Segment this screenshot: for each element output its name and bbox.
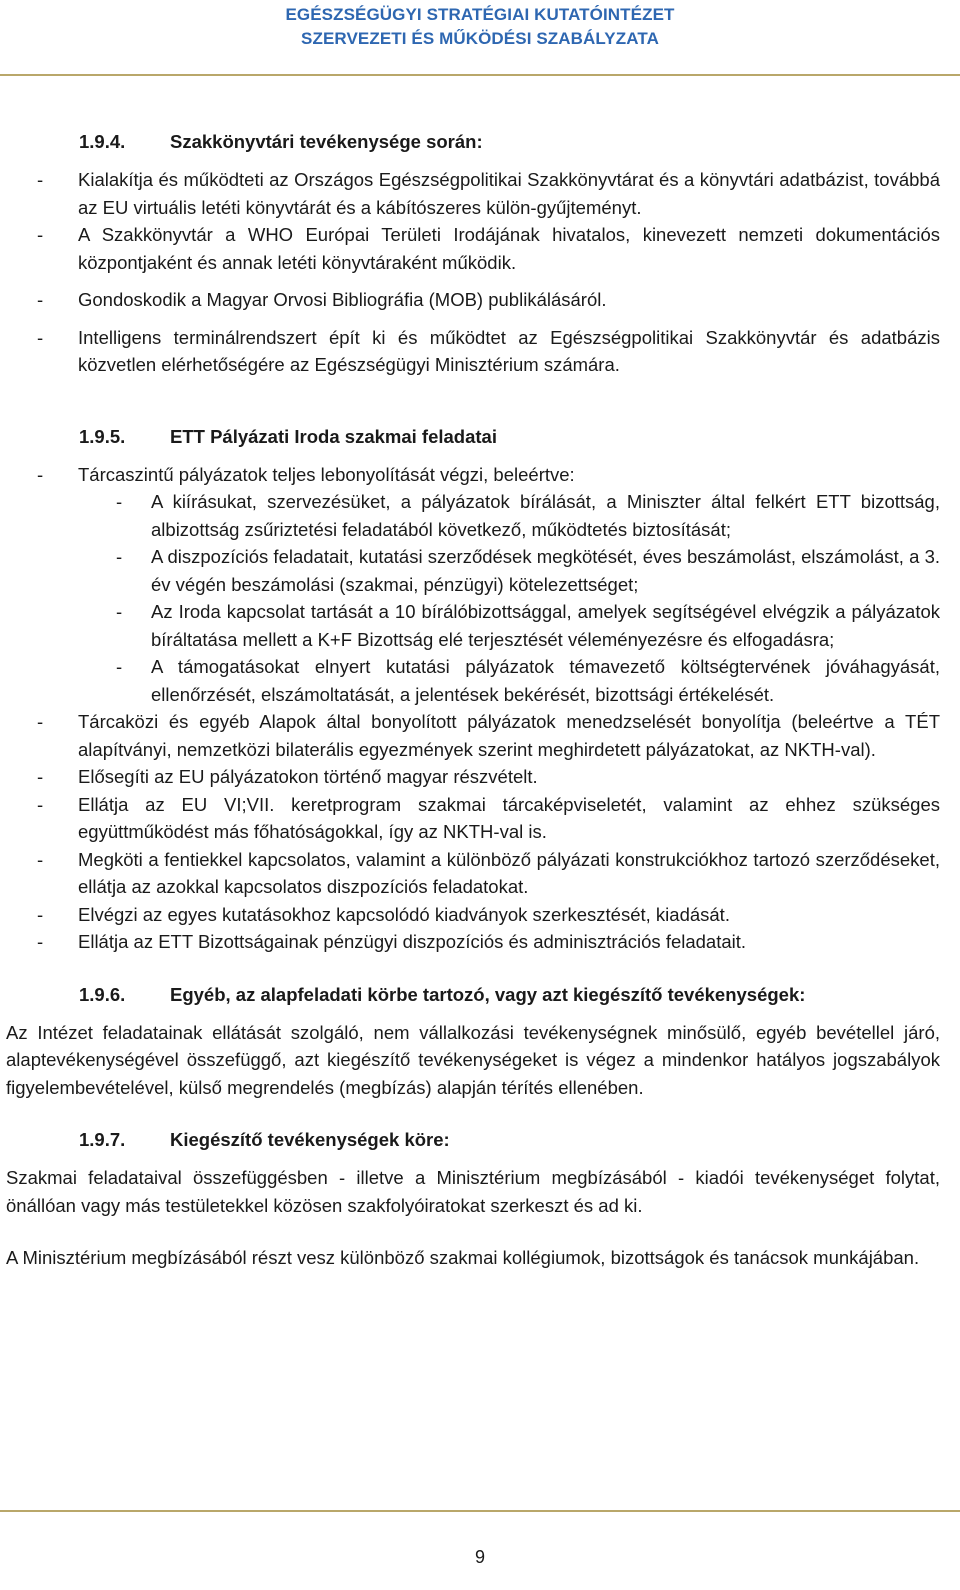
- list-item: - Intelligens terminálrendszert épít ki és működtet az Egészségpolitikai Szakkönyvtár és adatbázis közvetlen elérhetőségére az Egészségügyi Minisztérium számára.: [6, 324, 940, 379]
- section-number: 1.9.6.: [79, 983, 126, 1005]
- list-item: - Elvégzi az egyes kutatásokhoz kapcsolódó kiadványok szerkesztését, kiadását.: [6, 901, 940, 929]
- header-institution-name: EGÉSZSÉGÜGYI STRATÉGIAI KUTATÓINTÉZET: [285, 5, 675, 24]
- list-item: - Gondoskodik a Magyar Orvosi Bibliográfia (MOB) publikálásáról.: [6, 286, 940, 314]
- header-document-title: SZERVEZETI ÉS MŰKÖDÉSI SZABÁLYZATA: [301, 29, 659, 48]
- sub-list-item: - A kiírásukat, szervezésüket, a pályázatok bírálását, a Miniszter által felkért ETT bizottság, albizottság zsűriztetési feladatából következő, működtetés biztosítását;: [6, 488, 940, 543]
- paragraph: Szakmai feladataival összefüggésben - illetve a Minisztérium megbízásából - kiadói tevékenységet folytat, önállóan vagy más testületekkel közösen szakfolyóiratokat szerkeszt és ad ki.: [6, 1167, 940, 1216]
- list-item: - Kialakítja és működteti az Országos Egészségpolitikai Szakkönyvtárat és a könyvtári adatbázist, továbbá az EU virtuális letéti könyvtárát és a kábítószeres külön-gyűjteményt.: [6, 166, 940, 221]
- section-number: 1.9.4.: [79, 131, 126, 152]
- list-item: - Elősegíti az EU pályázatokon történő magyar részvételt.: [6, 763, 940, 791]
- section-number: 1.9.7.: [79, 1129, 126, 1150]
- sub-list-item: - A támogatásokat elnyert kutatási pályázatok témavezető költségtervének jóváhagyását, ellenőrzését, elszámoltatását, a jelentések bekérését, bizottsági értékelését.: [6, 653, 940, 708]
- footer-divider: [0, 1510, 960, 1512]
- section-number: 1.9.5.: [79, 425, 126, 447]
- list-item: - A Szakkönyvtár a WHO Európai Területi Irodájának hivatalos, kinevezett nemzeti dokumentációs központjaként és annak letéti könyvtáraként működik.: [6, 221, 940, 276]
- section-title: ETT Pályázati Iroda szakmai feladatai: [170, 425, 497, 447]
- section-heading-1-9-4: [6, 128, 940, 156]
- section-title: Egyéb, az alapfeladati körbe tartozó, vagy azt kiegészítő tevékenységek:: [170, 983, 806, 1005]
- paragraph: A Minisztérium megbízásából részt vesz különböző szakmai kollégiumok, bizottságok és tanácsok munkájában.: [6, 1247, 920, 1268]
- section-title: Kiegészítő tevékenységek köre:: [170, 1129, 450, 1150]
- list-item: - Tárcaközi és egyéb Alapok által bonyolított pályázatok menedzselését bonyolítja (beleértve a TÉT alapítványi, nemzetközi bilaterális egyezmények szerint meghirdetett pályázatokat, az NKTH-val).: [6, 708, 940, 763]
- page-number: 9: [474, 1547, 485, 1567]
- list-item: - Ellátja az ETT Bizottságainak pénzügyi diszpozíciós és adminisztrációs feladatait.: [6, 928, 940, 956]
- sub-list-item: - A diszpozíciós feladatait, kutatási szerződések megkötését, éves beszámolást, elszámolást, a 3. év végén beszámolási (szakmai, pénzügyi) kötelezettséget;: [6, 543, 940, 598]
- section-heading-1-9-5: [6, 423, 940, 451]
- section-title: Szakkönyvtári tevékenysége során:: [170, 131, 483, 152]
- section-heading-1-9-6: [6, 981, 940, 1009]
- page-header: [0, 0, 960, 76]
- paragraph: Az Intézet feladatainak ellátását szolgáló, nem vállalkozási tevékenységnek minősülő, egyéb bevétellel járó, alaptevékenységével összefüggő, azt kiegészítő tevékenységeket is végez a mindenkor hatályos jogszabályok figyelembevételével, külső megrendelés (megbízás) alapján térítés ellenében.: [6, 1021, 940, 1098]
- list-item: - Tárcaszintű pályázatok teljes lebonyolítását végzi, beleértve:: [6, 461, 940, 489]
- section-heading-1-9-7: [6, 1126, 940, 1154]
- document-body: [6, 128, 940, 1272]
- sub-list-item: - Az Iroda kapcsolat tartását a 10 bírálóbizottsággal, amelyek segítségével elvégzik a pályázatok bíráltatása mellett a K+F Bizottság elé terjesztését véleményezésre és elfogadásra;: [6, 598, 940, 653]
- list-item: - Ellátja az EU VI;VII. keretprogram szakmai tárcaképviseletét, valamint az ehhez szükséges együttműködést más főhatóságokkal, így az NKTH-val is.: [6, 791, 940, 846]
- list-item: - Megköti a fentiekkel kapcsolatos, valamint a különböző pályázati konstrukciókhoz tartozó szerződéseket, ellátja az azokkal kapcsolatos diszpozíciós feladatokat.: [6, 846, 940, 901]
